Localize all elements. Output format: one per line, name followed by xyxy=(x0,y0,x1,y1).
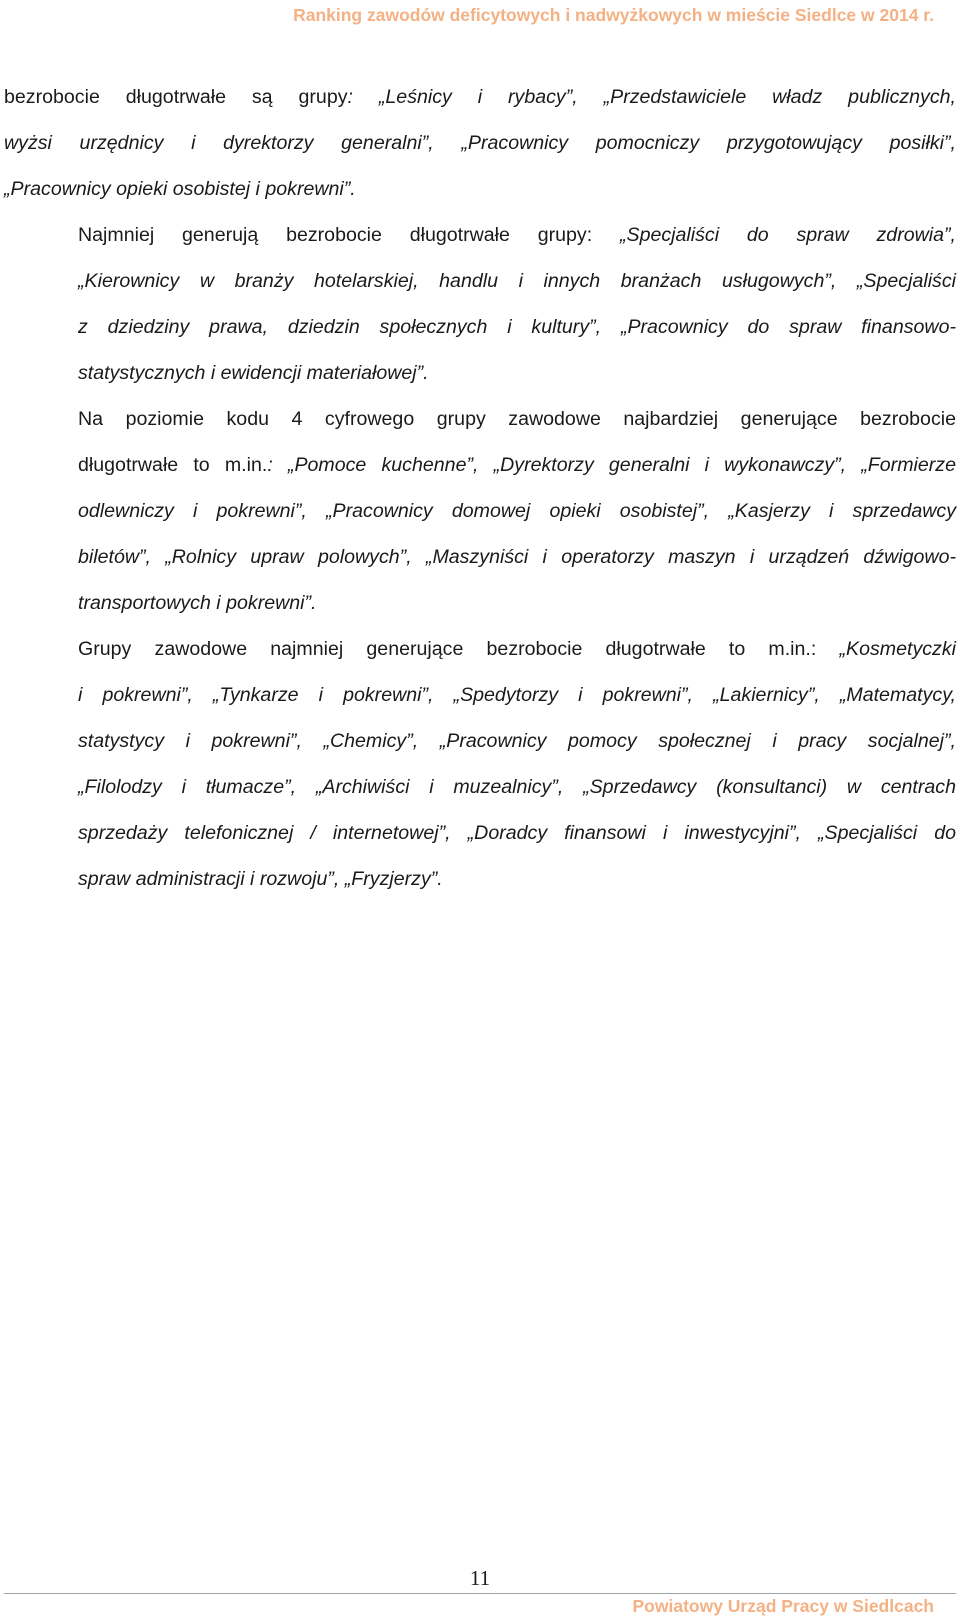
text-segment: Na poziomie kodu 4 cyfrowego grupy zawodowe najbardziej generujące bezrobocie xyxy=(78,408,956,430)
paragraph xyxy=(4,212,956,396)
paragraph xyxy=(4,626,956,902)
text-line xyxy=(4,212,956,258)
text-line xyxy=(4,74,956,120)
italic-text: „Kierownicy w branży hotelarskiej, handlu i innych branżach usługowych”, „Specjaliści xyxy=(78,270,956,292)
italic-text: : „Pomoce kuchenne”, „Dyrektorzy generalni i wykonawczy”, „Formierze xyxy=(267,454,956,476)
text-line xyxy=(4,534,956,580)
text-segment: bezrobocie długotrwałe są grupy xyxy=(4,86,348,108)
italic-text: „Filolodzy i tłumacze”, „Archiwiści i muzealnicy”, „Sprzedawcy (konsultanci) w centrach xyxy=(78,776,956,798)
italic-text: „Specjaliści do spraw zdrowia”, xyxy=(619,224,956,246)
italic-text: i pokrewni”, „Tynkarze i pokrewni”, „Spedytorzy i pokrewni”, „Lakiernicy”, „Matematycy, xyxy=(78,684,956,706)
text-segment: Grupy zawodowe najmniej generujące bezrobocie długotrwałe to m.in.: xyxy=(78,638,840,660)
italic-text: : „Leśnicy i rybacy”, „Przedstawiciele władz publicznych, xyxy=(347,86,956,108)
text-line xyxy=(4,626,956,672)
italic-text: „Kosmetyczki xyxy=(839,638,956,660)
text-line xyxy=(4,350,956,396)
italic-text: sprzedaży telefonicznej / internetowej”, „Doradcy finansowi i inwestycyjni”, „Specjaliści do xyxy=(78,822,956,844)
text-line xyxy=(4,856,956,902)
text-line xyxy=(4,442,956,488)
text-line xyxy=(4,120,956,166)
italic-text: statystycy i pokrewni”, „Chemicy”, „Pracownicy pomocy społecznej i pracy socjalnej”, xyxy=(78,730,956,752)
text-line xyxy=(4,810,956,856)
text-line xyxy=(4,488,956,534)
text-line xyxy=(4,396,956,442)
footer-divider xyxy=(4,1593,956,1594)
text-line xyxy=(4,764,956,810)
text-line xyxy=(4,258,956,304)
header-title: Ranking zawodów deficytowych i nadwyżkowych w mieście Siedlce w 2014 r. xyxy=(293,5,934,25)
italic-text: spraw administracji i rozwoju”, „Fryzjerzy”. xyxy=(78,868,443,890)
paragraph xyxy=(4,396,956,626)
italic-text: wyżsi urzędnicy i dyrektorzy generalni”, „Pracownicy pomocniczy przygotowujący posiłki”, xyxy=(4,132,956,154)
italic-text: biletów”, „Rolnicy upraw polowych”, „Maszyniści i operatorzy maszyn i urządzeń dźwigowo- xyxy=(78,546,956,568)
text-line xyxy=(4,580,956,626)
paragraph xyxy=(4,74,956,212)
page-number: 11 xyxy=(469,1566,491,1590)
italic-text: „Pracownicy opieki osobistej i pokrewni”. xyxy=(4,178,356,200)
footer-text: Powiatowy Urząd Pracy w Siedlcach xyxy=(632,1596,934,1616)
text-segment: długotrwałe to m.in. xyxy=(78,454,268,476)
text-line xyxy=(4,166,956,212)
text-segment: Najmniej generują bezrobocie długotrwałe grupy: xyxy=(78,224,620,246)
italic-text: z dziedziny prawa, dziedzin społecznych i kultury”, „Pracownicy do spraw finansowo- xyxy=(78,316,956,338)
document-body xyxy=(4,74,956,902)
italic-text: transportowych i pokrewni”. xyxy=(78,592,317,614)
text-line xyxy=(4,718,956,764)
text-line xyxy=(4,672,956,718)
text-line xyxy=(4,304,956,350)
italic-text: statystycznych i ewidencji materiałowej”. xyxy=(78,362,429,384)
italic-text: odlewniczy i pokrewni”, „Pracownicy domowej opieki osobistej”, „Kasjerzy i sprzedawcy xyxy=(78,500,956,522)
